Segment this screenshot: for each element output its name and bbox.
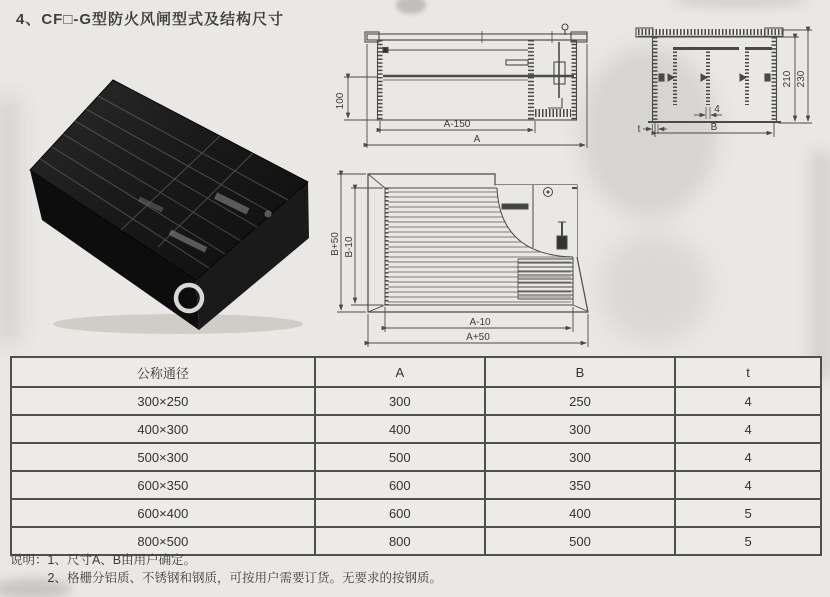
side-section-body	[365, 24, 587, 120]
damper-blades	[668, 48, 772, 105]
header-a: A	[315, 357, 485, 387]
cell-t: 4	[675, 443, 821, 471]
cell-b: 300	[485, 443, 675, 471]
end-section-drawing	[618, 15, 818, 147]
table-header-row	[11, 357, 821, 387]
note-line-1: 1、尺寸A、B由用户确定。	[47, 553, 197, 567]
cell-size: 400×300	[11, 415, 315, 443]
plan-view-drawing	[330, 160, 630, 355]
scan-smudge	[396, 0, 426, 14]
dim-label-230: 230	[796, 70, 807, 88]
cell-t: 5	[675, 527, 821, 555]
dim-label-b: B	[710, 122, 718, 133]
cell-size: 500×300	[11, 443, 315, 471]
cell-size: 800×500	[11, 527, 315, 555]
table-row	[11, 387, 821, 415]
dim-label-t: t	[637, 124, 641, 135]
cell-a: 400	[315, 415, 485, 443]
notes-label: 说明：	[10, 553, 48, 567]
cell-t: 4	[675, 471, 821, 499]
cell-a: 600	[315, 471, 485, 499]
cell-b: 500	[485, 527, 675, 555]
dim-label-a-minus-10: A-10	[469, 317, 491, 328]
dim-label-a: A	[473, 134, 481, 145]
cell-size: 600×400	[11, 499, 315, 527]
cell-size: 600×350	[11, 471, 315, 499]
cell-t: 4	[675, 387, 821, 415]
header-t: t	[675, 357, 821, 387]
cell-a: 300	[315, 387, 485, 415]
header-b: B	[485, 357, 675, 387]
dimensions-table	[10, 356, 822, 556]
cell-b: 400	[485, 499, 675, 527]
scan-smudge	[810, 150, 830, 380]
dim-label-4: 4	[714, 104, 720, 115]
table-row	[11, 443, 821, 471]
dim-label-b-minus-10: B-10	[344, 236, 355, 258]
end-section-body	[636, 28, 783, 122]
dim-label-a-150: A-150	[443, 119, 471, 130]
cell-b: 250	[485, 387, 675, 415]
blade-stack-lines	[518, 259, 573, 299]
cell-b: 300	[485, 415, 675, 443]
dim-label-a-plus-50: A+50	[466, 332, 490, 343]
note-line-2: 2、格栅分铝质、不锈钢和钢质，可按用户需要订货。无要求的按钢质。	[47, 571, 442, 585]
cell-size: 300×250	[11, 387, 315, 415]
product-photo	[18, 52, 323, 337]
photo-shadow	[53, 314, 303, 334]
dim-label-100: 100	[335, 92, 346, 110]
table-row	[11, 471, 821, 499]
table-row	[11, 415, 821, 443]
cell-a: 600	[315, 499, 485, 527]
table-row	[11, 499, 821, 527]
side-section-drawing	[330, 20, 600, 160]
header-nominal-size: 公称通径	[11, 357, 315, 387]
scan-smudge	[670, 0, 810, 8]
cell-a: 800	[315, 527, 485, 555]
cell-a: 500	[315, 443, 485, 471]
page-title: 4、CF□-G型防火风闸型式及结构尺寸	[16, 11, 285, 28]
dim-label-b-plus-50: B+50	[330, 232, 341, 256]
cell-t: 5	[675, 499, 821, 527]
dim-label-210: 210	[782, 70, 793, 88]
notes	[10, 551, 442, 587]
cell-t: 4	[675, 415, 821, 443]
cell-b: 350	[485, 471, 675, 499]
